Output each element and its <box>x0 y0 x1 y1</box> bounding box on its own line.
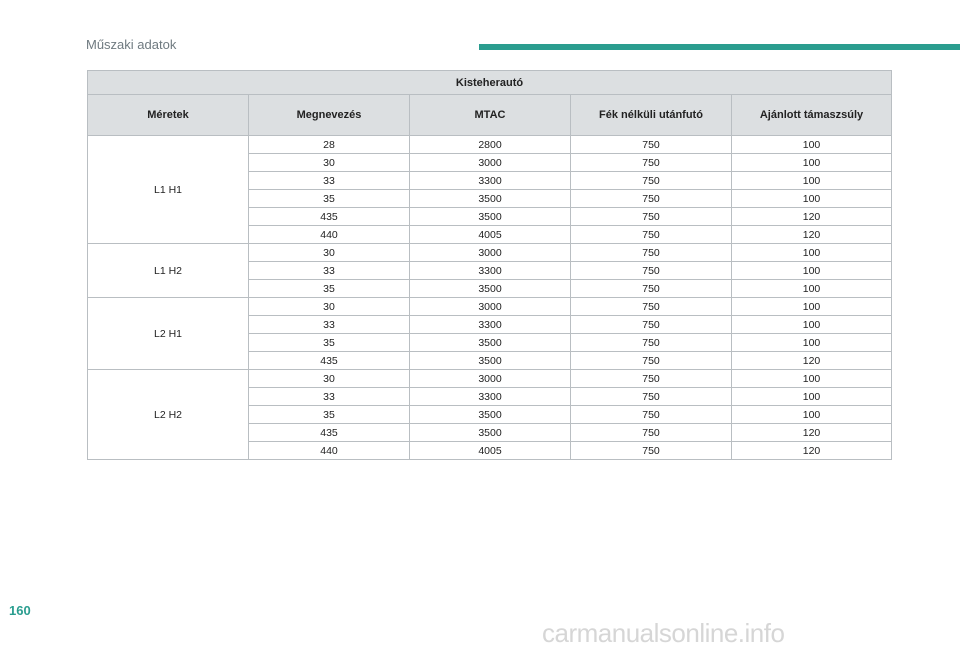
column-header-designation: Megnevezés <box>249 95 410 136</box>
table-cell: 750 <box>571 244 732 262</box>
table-cell: 30 <box>249 154 410 172</box>
table-cell: 35 <box>249 190 410 208</box>
table-cell: 33 <box>249 262 410 280</box>
table-cell: 100 <box>732 388 892 406</box>
table-cell: 750 <box>571 190 732 208</box>
table-cell: 120 <box>732 442 892 460</box>
table-cell: 4005 <box>410 442 571 460</box>
table-cell: 750 <box>571 262 732 280</box>
table-cell: 3000 <box>410 298 571 316</box>
table-cell: 35 <box>249 334 410 352</box>
table-cell: 3500 <box>410 334 571 352</box>
table-body <box>88 136 892 460</box>
table-cell: 3300 <box>410 172 571 190</box>
table-cell: 33 <box>249 316 410 334</box>
table-cell: 750 <box>571 172 732 190</box>
column-header-dimensions: Méretek <box>88 95 249 136</box>
table-cell: 750 <box>571 226 732 244</box>
column-header-unbraked-trailer: Fék nélküli utánfutó <box>571 95 732 136</box>
header-accent-bar <box>479 44 960 50</box>
column-header-mtac: MTAC <box>410 95 571 136</box>
table-cell: 3300 <box>410 262 571 280</box>
table-cell: 3500 <box>410 280 571 298</box>
table-cell: 28 <box>249 136 410 154</box>
table-cell: 100 <box>732 190 892 208</box>
table-cell: 30 <box>249 370 410 388</box>
watermark: carmanualsonline.info <box>542 618 785 648</box>
table-cell: 750 <box>571 352 732 370</box>
towing-spec-table <box>87 70 892 460</box>
table-cell: 35 <box>249 406 410 424</box>
table-cell: 100 <box>732 370 892 388</box>
table-cell: 750 <box>571 334 732 352</box>
table-cell: 3500 <box>410 208 571 226</box>
table-cell: 750 <box>571 424 732 442</box>
table-row <box>88 244 892 262</box>
table-cell: 3500 <box>410 352 571 370</box>
table-cell: 750 <box>571 388 732 406</box>
dimension-cell: L2 H1 <box>88 298 249 370</box>
table-cell: 100 <box>732 298 892 316</box>
dimension-cell: L1 H1 <box>88 136 249 244</box>
table-cell: 30 <box>249 298 410 316</box>
table-cell: 120 <box>732 352 892 370</box>
column-header-nose-weight: Ajánlott támaszsúly <box>732 95 892 136</box>
table-cell: 750 <box>571 208 732 226</box>
table-cell: 750 <box>571 136 732 154</box>
table-cell: 120 <box>732 226 892 244</box>
table-cell: 100 <box>732 172 892 190</box>
table-cell: 100 <box>732 280 892 298</box>
section-title: Műszaki adatok <box>86 37 177 52</box>
page-number: 160 <box>9 603 31 618</box>
table-cell: 3000 <box>410 244 571 262</box>
table-cell: 440 <box>249 442 410 460</box>
table-cell: 3000 <box>410 370 571 388</box>
table-cell: 3500 <box>410 424 571 442</box>
table-cell: 750 <box>571 370 732 388</box>
table-cell: 100 <box>732 406 892 424</box>
table-cell: 100 <box>732 154 892 172</box>
table-cell: 100 <box>732 262 892 280</box>
table-cell: 100 <box>732 316 892 334</box>
table-cell: 750 <box>571 154 732 172</box>
table-cell: 750 <box>571 280 732 298</box>
table-cell: 440 <box>249 226 410 244</box>
table-cell: 435 <box>249 424 410 442</box>
table-cell: 750 <box>571 316 732 334</box>
table-cell: 4005 <box>410 226 571 244</box>
table-cell: 750 <box>571 298 732 316</box>
table-row <box>88 370 892 388</box>
table-cell: 35 <box>249 280 410 298</box>
table-cell: 3500 <box>410 406 571 424</box>
table-row <box>88 136 892 154</box>
table-cell: 3500 <box>410 190 571 208</box>
table-title: Kisteherautó <box>88 71 892 95</box>
table-cell: 2800 <box>410 136 571 154</box>
table-cell: 33 <box>249 172 410 190</box>
table-cell: 3300 <box>410 316 571 334</box>
table-cell: 100 <box>732 334 892 352</box>
table-cell: 100 <box>732 244 892 262</box>
table-cell: 435 <box>249 208 410 226</box>
table-cell: 750 <box>571 442 732 460</box>
table-row <box>88 298 892 316</box>
table-cell: 435 <box>249 352 410 370</box>
table-cell: 750 <box>571 406 732 424</box>
table-cell: 100 <box>732 136 892 154</box>
table-cell: 3300 <box>410 388 571 406</box>
table-cell: 33 <box>249 388 410 406</box>
dimension-cell: L1 H2 <box>88 244 249 298</box>
table-cell: 120 <box>732 208 892 226</box>
table-cell: 120 <box>732 424 892 442</box>
table-cell: 3000 <box>410 154 571 172</box>
table-cell: 30 <box>249 244 410 262</box>
dimension-cell: L2 H2 <box>88 370 249 460</box>
